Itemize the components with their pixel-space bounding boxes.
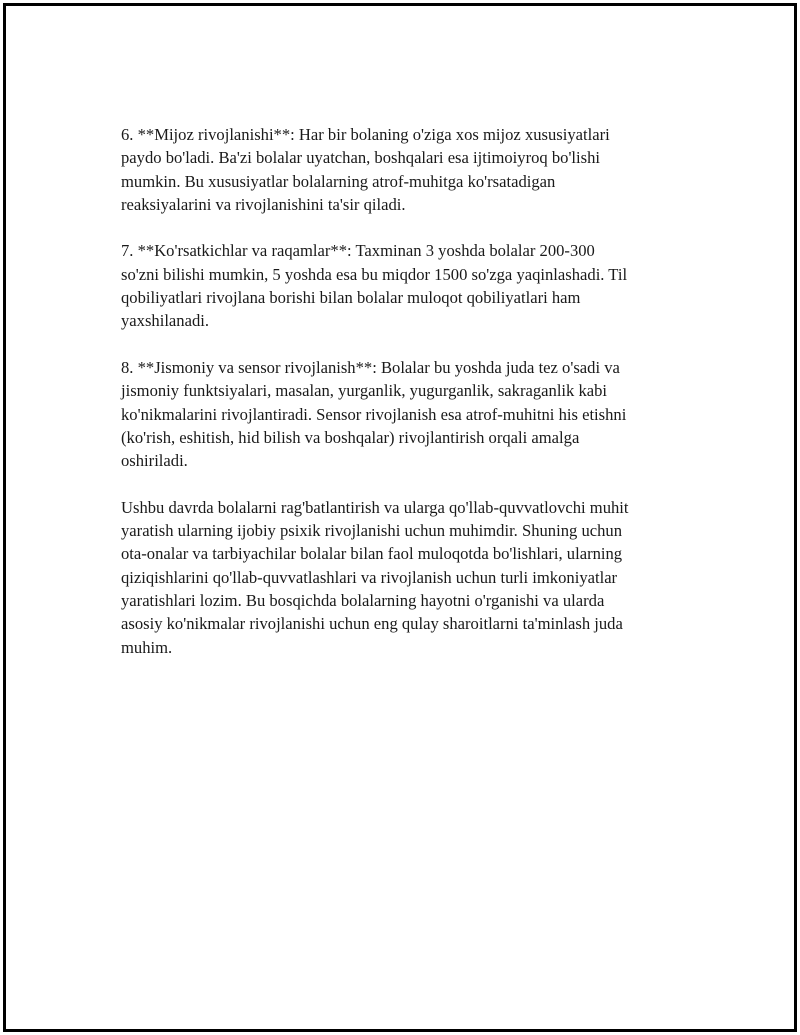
page-frame — [3, 3, 797, 1032]
paragraph-jismoniy-sensor: 8. **Jismoniy va sensor rivojlanish**: Bolalar bu yoshda juda tez o'sadi va jismoniy funktsiyalari, masalan, yurganlik, yugurganlik, sakraganlik kabi ko'nikmalarini rivojlantiradi. Sensor rivojlanish esa atrof-muhitni his etishni (ko'rish, eshitish, hid bilish va boshqalar) rivojlantirish orqali amalga oshiriladi. — [121, 357, 627, 471]
paragraph-conclusion: Ushbu davrda bolalarni rag'batlantirish va ularga qo'llab-quvvatlovchi muhit yaratish ularning ijobiy psixik rivojlanishi uchun muhimdir. Shuning uchun ota-onalar va tarbiyachilar bolalar bilan faol muloqotda bo'lishlari, ularning qiziqishlarini qo'llab-quvvatlashlari va rivojlanish uchun turli imkoniyatlar yaratishlari lozim. Bu bosqichda bolalarning hayotni o'rganishi va ularda asosiy ko'nikmalar rivojlanishi uchun eng qulay sharoitlarni ta'minlash juda muhim. — [121, 497, 629, 657]
paragraph-korsatkichlar: 7. **Ko'rsatkichlar va raqamlar**: Taxminan 3 yoshda bolalar 200-300 so'zni bilishi mumkin, 5 yoshda esa bu miqdor 1500 so'zga yaqinlashadi. Til qobiliyatlari rivojlana borishi bilan bolalar muloqot qobiliyatlari ham yaxshilanadi. — [121, 241, 628, 331]
document-body — [121, 123, 691, 682]
paragraph-mijoz-rivojlanishi: 6. **Mijoz rivojlanishi**: Har bir bolaning o'ziga xos mijoz xususiyatlari paydo bo'ladi. Ba'zi bolalar uyatchan, boshqalari esa ijtimoiyroq bo'lishi mumkin. Bu xususiyatlar bolalarning atrof-muhitga ko'rsatadigan reaksiyalarini va rivojlanishini ta'sir qiladi. — [121, 125, 610, 214]
